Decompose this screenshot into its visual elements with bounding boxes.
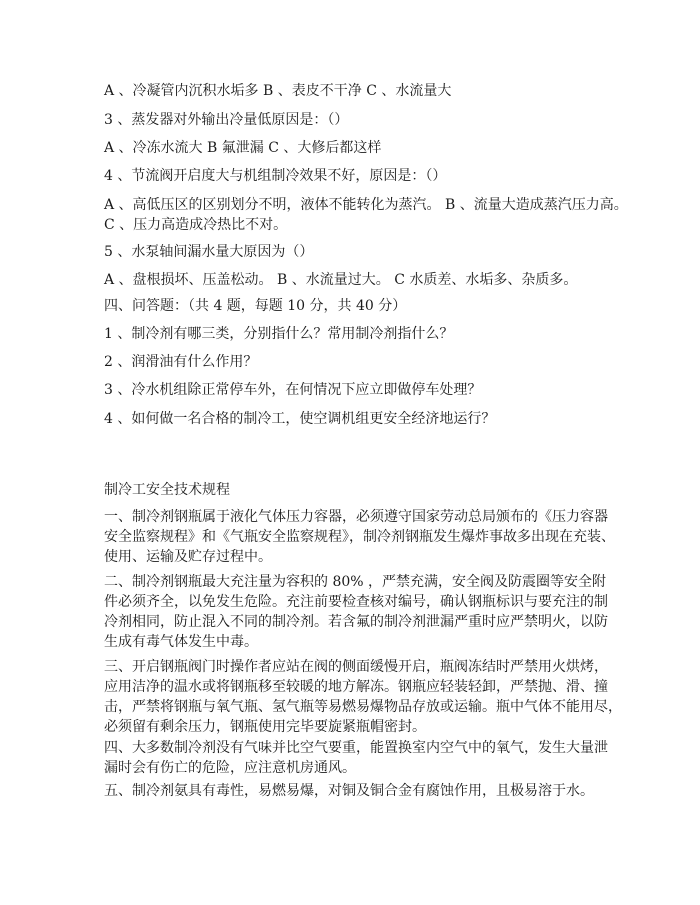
qa-question: 1 、制冷剂有哪三类，分别指什么？常用制冷剂指什么？ bbox=[104, 326, 454, 342]
qa-question: 2 、润滑油有什么作用？ bbox=[104, 354, 258, 370]
rule-paragraph-4 bbox=[104, 738, 624, 778]
rule-line: 件必须齐全，以免发生危险。充注前要检查核对编号，确认钢瓶标识与要充注的制 bbox=[104, 594, 608, 610]
rule-line: 应用洁净的温水或将钢瓶移至较暖的地方解冻。钢瓶应轻装轻卸，严禁抛、滑、撞 bbox=[104, 679, 608, 695]
q4-options-line: C 、压力高造成冷热比不对。 bbox=[104, 217, 288, 233]
rule-paragraph-2 bbox=[104, 572, 624, 652]
q4-options bbox=[104, 195, 644, 235]
rule-line: 四、大多数制冷剂没有气味并比空气要重，能置换室内空气中的氧气，发生大量泄 bbox=[104, 740, 608, 756]
qa-question: 4 、如何做一名合格的制冷工，使空调机组更安全经济地运行？ bbox=[104, 411, 496, 427]
q5-options: A 、盘根损坏、压盖松动。 B 、水流量过大。 C 水质差、水垢多、杂质多。 bbox=[104, 272, 578, 288]
rule-line: 安全监察规程》和《气瓶安全监察规程》，制冷剂钢瓶发生爆炸事故多出现在充装、 bbox=[104, 529, 615, 545]
q2-options: A 、冷凝管内沉积水垢多 B 、表皮不干净 C 、水流量大 bbox=[104, 83, 452, 99]
rule-paragraph-1 bbox=[104, 507, 624, 567]
rule-paragraph-5: 五、制冷剂氨具有毒性，易燃易爆，对铜及铜合金有腐蚀作用，且极易溶于水。 bbox=[104, 783, 594, 799]
q3-question: 3 、蒸发器对外输出冷量低原因是：（） bbox=[104, 112, 349, 128]
section-four-title: 四、问答题：（共 4 题，每题 10 分，共 40 分） bbox=[104, 298, 407, 314]
rule-line: 一、制冷剂钢瓶属于液化气体压力容器，必须遵守国家劳动总局颁布的《压力容器 bbox=[104, 509, 608, 525]
rule-line: 生成有毒气体发生中毒。 bbox=[104, 634, 258, 650]
rule-line: 漏时会有伤亡的危险，应注意机房通风。 bbox=[104, 760, 356, 776]
rule-line: 使用、运输及贮存过程中。 bbox=[104, 549, 272, 565]
rule-line: 必须留有剩余压力，钢瓶使用完毕要旋紧瓶帽密封。 bbox=[104, 719, 426, 735]
rule-paragraph-3 bbox=[104, 657, 624, 737]
rule-line: 击，严禁将钢瓶与氧气瓶、氢气瓶等易燃易爆物品存放或运输。瓶中气体不能用尽， bbox=[104, 699, 622, 715]
rule-line: 冷剂相同，防止混入不同的制冷剂。若含氟的制冷剂泄漏严重时应严禁明火，以防 bbox=[104, 614, 608, 630]
rules-title: 制冷工安全技术规程 bbox=[104, 482, 230, 498]
rule-line: 三、开启钢瓶阀门时操作者应站在阀的侧面缓慢开启，瓶阀冻结时严禁用火烘烤， bbox=[104, 659, 608, 675]
rule-line: 二、制冷剂钢瓶最大充注量为容积的 80% ，严禁充满，安全阀及防震圈等安全附 bbox=[104, 574, 607, 590]
q4-options-line: A 、高低压区的区别划分不明，液体不能转化为蒸汽。 B 、流量大造成蒸汽压力高。 bbox=[104, 197, 628, 213]
qa-question: 3 、冷水机组除正常停车外，在何情况下应立即做停车处理？ bbox=[104, 382, 482, 398]
q5-question: 5 、水泵轴间漏水量大原因为（） bbox=[104, 244, 314, 260]
q3-options: A 、冷冻水流大 B 氟泄漏 C 、大修后都这样 bbox=[104, 140, 382, 156]
q4-question: 4 、节流阀开启度大与机组制冷效果不好，原因是：（） bbox=[104, 168, 447, 184]
